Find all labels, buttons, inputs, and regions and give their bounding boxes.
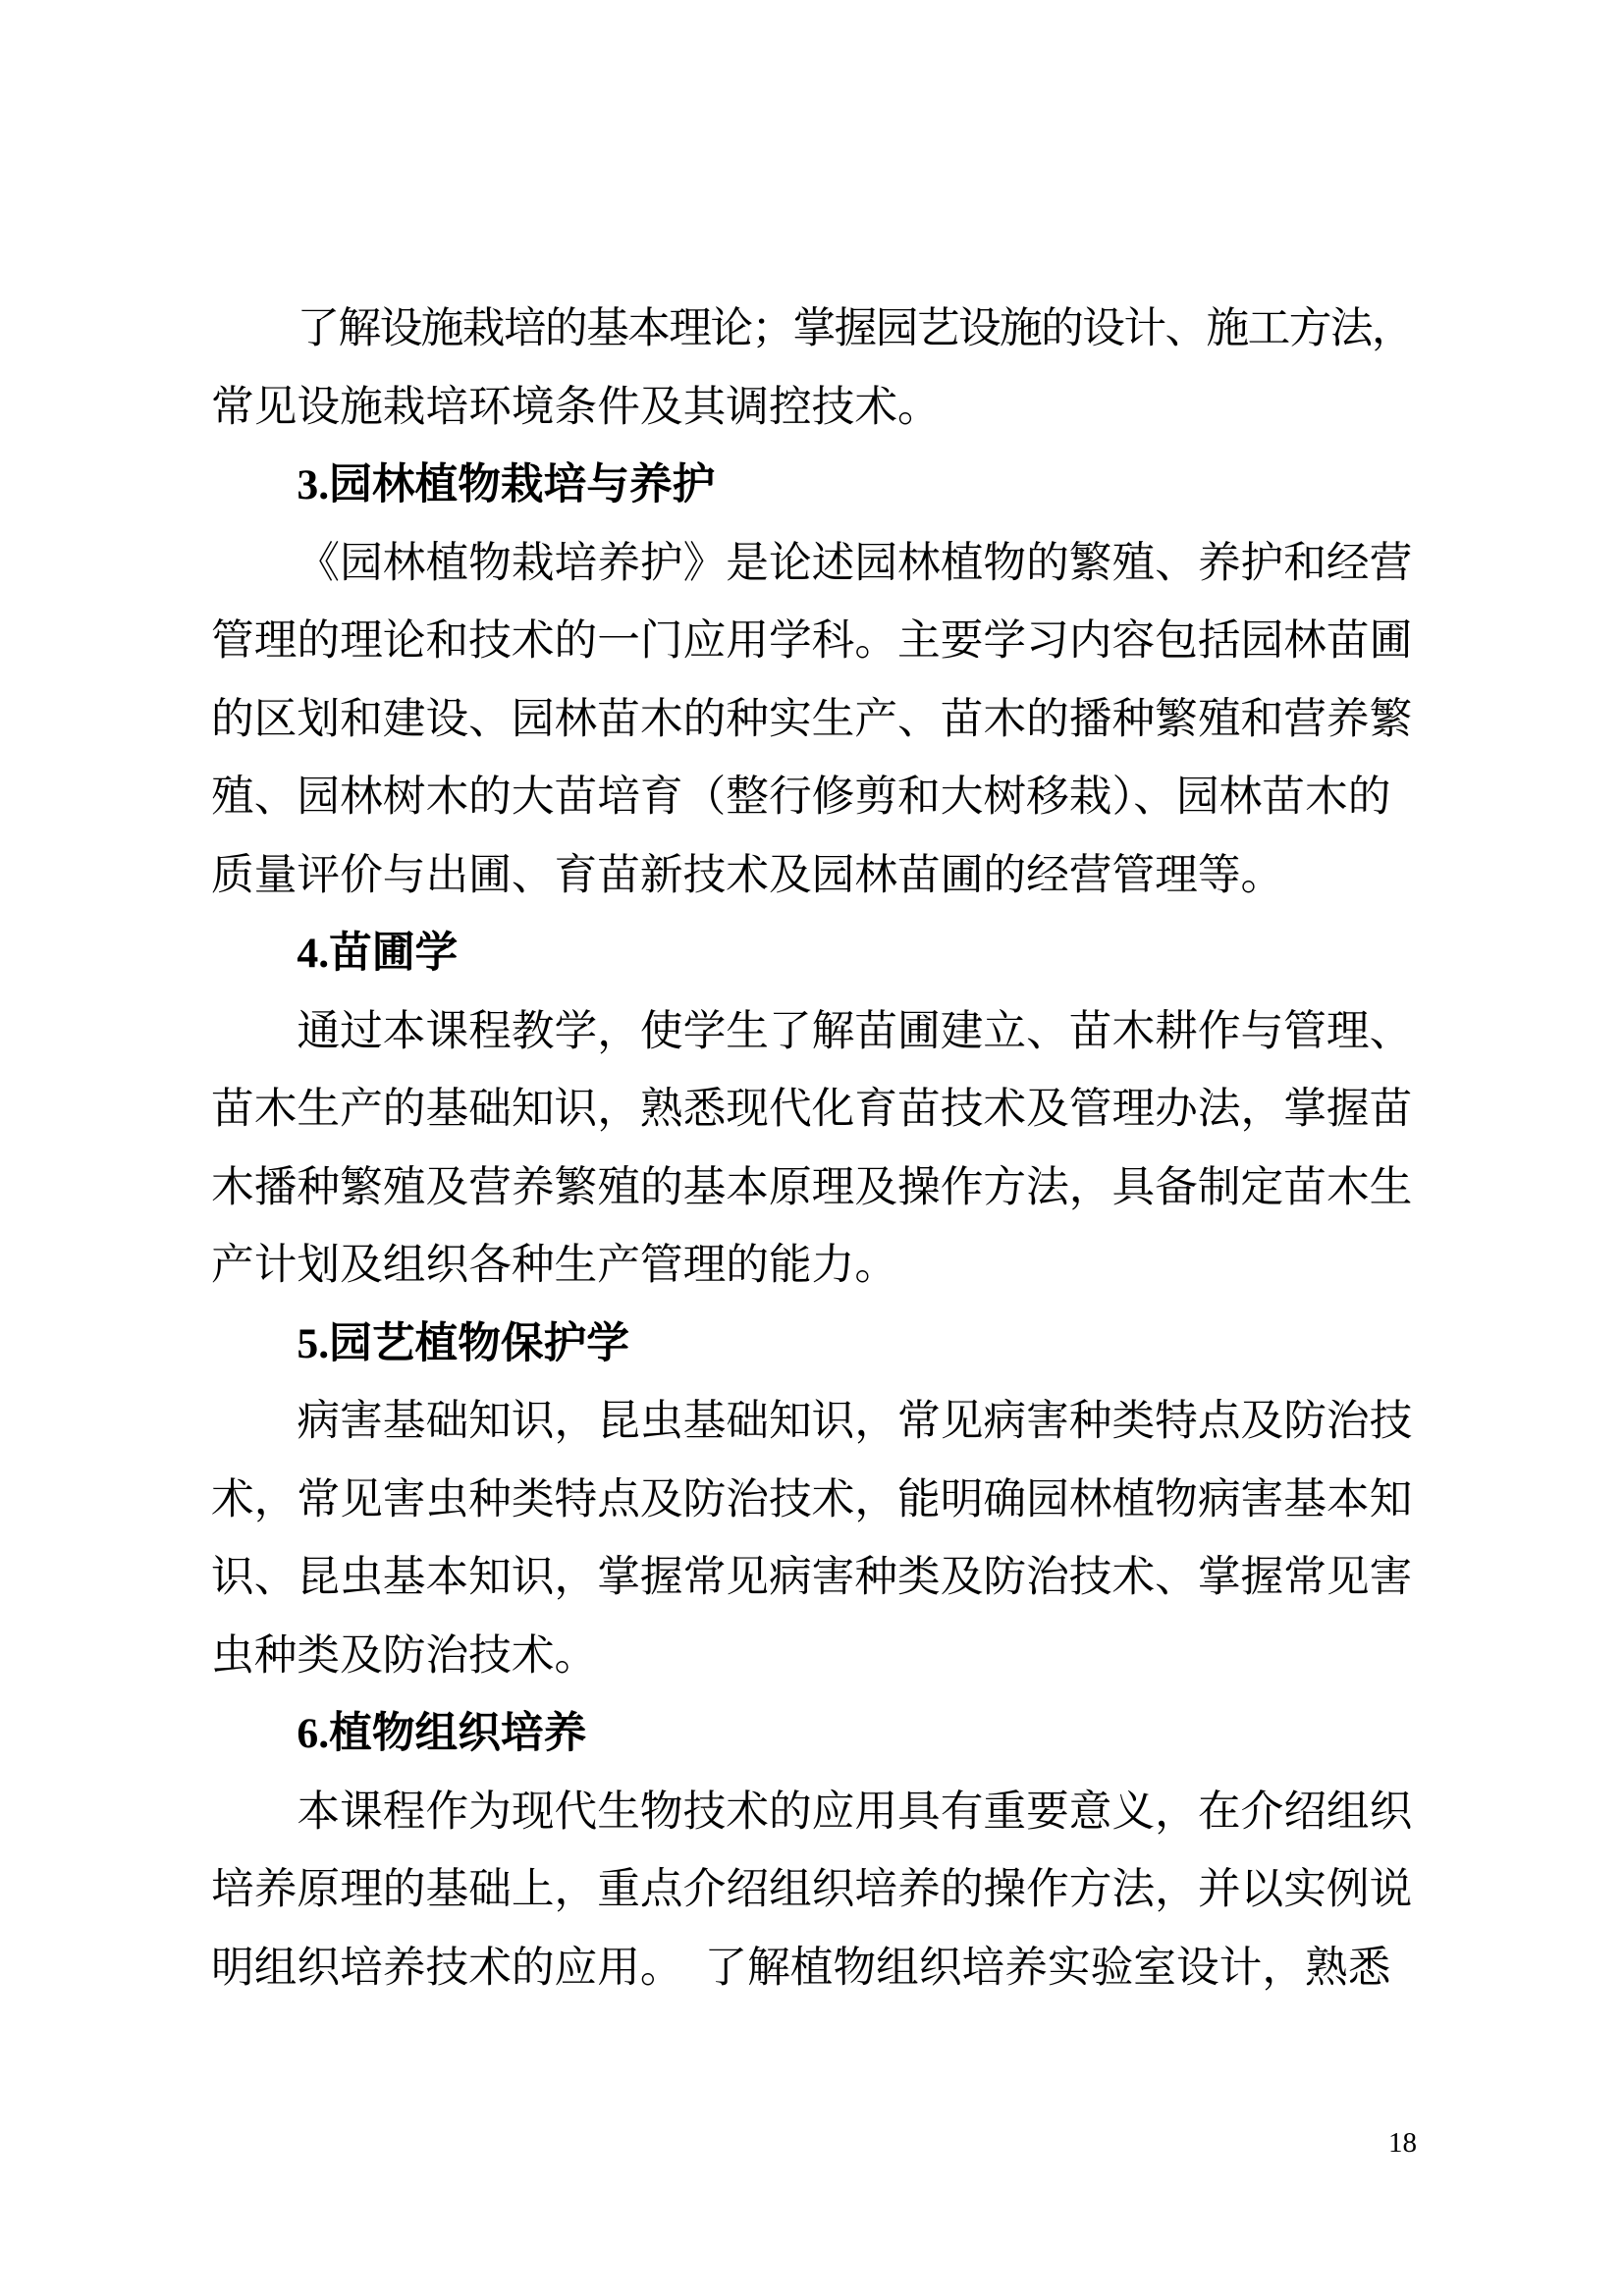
page-number: 18 bbox=[1388, 2127, 1417, 2159]
paragraph bbox=[211, 291, 1413, 447]
text-line: 识、昆虫基本知识，掌握常见病害种类及防治技术、掌握常见害 bbox=[211, 1554, 1413, 1601]
section-heading bbox=[211, 1695, 1413, 1774]
heading-line: 5.园艺植物保护学 bbox=[297, 1319, 629, 1367]
text-line: 术，常见害虫种类特点及防治技术，能明确园林植物病害基本知 bbox=[211, 1475, 1413, 1523]
heading-line: 6.植物组织培养 bbox=[297, 1710, 587, 1757]
document-body bbox=[211, 291, 1413, 2007]
section-heading bbox=[211, 1306, 1413, 1384]
text-line: 培养原理的基础上，重点介绍组织培养的操作方法，并以实例说 bbox=[211, 1866, 1413, 1913]
text-line: 《园林植物栽培养护》是论述园林植物的繁殖、养护和经营 bbox=[297, 539, 1413, 587]
text-line: 了解设施栽培的基本理论；掌握园艺设施的设计、施工方法， bbox=[297, 305, 1414, 352]
text-line: 质量评价与出圃、育苗新技术及园林苗圃的经营管理等。 bbox=[211, 851, 1284, 899]
heading-line: 4.苗圃学 bbox=[297, 930, 459, 977]
text-line: 通过本课程教学，使学生了解苗圃建立、苗木耕作与管理、 bbox=[297, 1007, 1413, 1055]
text-line: 的区划和建设、园林苗木的种实生产、苗木的播种繁殖和营养繁 bbox=[211, 695, 1413, 743]
heading-line: 3.园林植物栽培与养护 bbox=[297, 461, 716, 508]
paragraph bbox=[211, 993, 1413, 1306]
section-heading bbox=[211, 447, 1413, 525]
paragraph bbox=[211, 525, 1413, 916]
text-line: 苗木生产的基础知识，熟悉现代化育苗技术及管理办法，掌握苗 bbox=[211, 1086, 1413, 1133]
text-line: 明组织培养技术的应用。 了解植物组织培养实验室设计，熟悉 bbox=[211, 1944, 1391, 1992]
text-line: 虫种类及防治技术。 bbox=[211, 1631, 598, 1680]
text-line: 木播种繁殖及营养繁殖的基本原理及操作方法，具备制定苗木生 bbox=[211, 1163, 1413, 1211]
section-heading bbox=[211, 915, 1413, 993]
text-line: 殖、园林树木的大苗培育（整行修剪和大树移栽）、园林苗木的 bbox=[211, 774, 1391, 821]
text-line: 常见设施栽培环境条件及其调控技术。 bbox=[211, 383, 941, 431]
text-line: 产计划及组织各种生产管理的能力。 bbox=[211, 1242, 898, 1289]
text-line: 本课程作为现代生物技术的应用具有重要意义，在介绍组织 bbox=[297, 1788, 1413, 1836]
text-line: 病害基础知识，昆虫基础知识，常见病害种类特点及防治技 bbox=[297, 1398, 1413, 1445]
paragraph bbox=[211, 1774, 1413, 2008]
paragraph bbox=[211, 1383, 1413, 1695]
text-line: 管理的理论和技术的一门应用学科。主要学习内容包括园林苗圃 bbox=[211, 617, 1413, 665]
